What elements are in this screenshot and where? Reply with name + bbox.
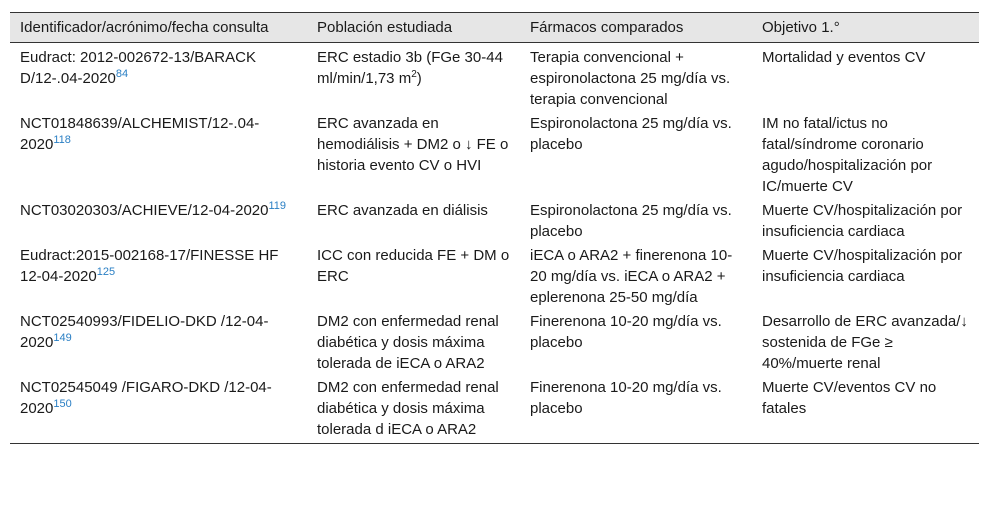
table-row bbox=[10, 245, 979, 311]
trial-identifier: NCT01848639/ALCHEMIST/12-.04-2020 bbox=[20, 115, 260, 153]
reference-link[interactable]: 125 bbox=[96, 266, 116, 278]
cell-objective: Muerte CV/hospitalización por insuficiencia cardiaca bbox=[762, 247, 963, 285]
header-drugs: Fármacos comparados bbox=[530, 19, 684, 36]
reference-link[interactable]: 84 bbox=[115, 68, 129, 80]
trial-identifier: Eudract: 2012-002672-13/BARACK D/12-.04-2020 bbox=[20, 49, 256, 87]
cell-population: DM2 con enfermedad renal diabética y dosis máxima tolerada d iECA o ARA2 bbox=[317, 379, 499, 438]
cell-population: ERC avanzada en diálisis bbox=[317, 202, 488, 219]
table-row bbox=[10, 377, 979, 444]
reference-link[interactable]: 149 bbox=[53, 332, 72, 344]
reference-link[interactable]: 150 bbox=[53, 398, 72, 410]
reference-link[interactable]: 119 bbox=[268, 200, 287, 212]
cell-population bbox=[307, 43, 520, 114]
cell-identifier bbox=[10, 377, 307, 444]
cell-drugs: iECA o ARA2 + finerenona 10-20 mg/día vs. iECA o ARA2 + eplerenona 25-50 mg/día bbox=[530, 247, 733, 306]
trial-identifier: NCT02545049 /FIGARO-DKD /12-04-2020 bbox=[20, 379, 272, 417]
cell-drugs: Terapia convencional + espironolactona 25 mg/día vs. terapia convencional bbox=[530, 49, 731, 108]
cell-identifier bbox=[10, 43, 307, 114]
trial-identifier: Eudract:2015-002168-17/FINESSE HF 12-04-2020 bbox=[20, 247, 279, 285]
cell-population: ICC con reducida FE + DM o ERC bbox=[317, 247, 510, 285]
population-tail: ) bbox=[416, 70, 422, 87]
superscript: 2 bbox=[411, 69, 417, 80]
cell-identifier bbox=[10, 200, 307, 245]
cell-objective: Mortalidad y eventos CV bbox=[762, 49, 926, 66]
table-header-row bbox=[10, 13, 979, 43]
cell-identifier bbox=[10, 245, 307, 311]
cell-identifier bbox=[10, 311, 307, 377]
cell-objective: Muerte CV/hospitalización por insuficiencia cardiaca bbox=[762, 202, 963, 240]
table-row bbox=[10, 113, 979, 200]
cell-drugs: Finerenona 10-20 mg/día vs. placebo bbox=[530, 313, 722, 351]
clinical-trials-table-wrapper bbox=[10, 12, 979, 444]
table-row bbox=[10, 311, 979, 377]
population-text: ERC estadio 3b (FGe 30-44 ml/min/1,73 m bbox=[317, 49, 503, 87]
cell-objective: Desarrollo de ERC avanzada/↓ sostenida de FGe ≥ 40%/muerte renal bbox=[762, 313, 968, 372]
header-population: Población estudiada bbox=[317, 19, 453, 36]
cell-objective: Muerte CV/eventos CV no fatales bbox=[762, 379, 937, 417]
table-row bbox=[10, 43, 979, 114]
cell-identifier bbox=[10, 113, 307, 200]
table-row bbox=[10, 200, 979, 245]
clinical-trials-table bbox=[10, 12, 979, 444]
cell-objective: IM no fatal/ictus no fatal/síndrome coronario agudo/hospitalización por IC/muerte CV bbox=[762, 115, 933, 195]
cell-population: ERC avanzada en hemodiálisis + DM2 o ↓ FE o historia evento CV o HVI bbox=[317, 115, 509, 174]
reference-link[interactable]: 118 bbox=[53, 134, 71, 146]
header-identifier: Identificador/acrónimo/fecha consulta bbox=[20, 19, 269, 36]
trial-identifier: NCT02540993/FIDELIO-DKD /12-04-2020 bbox=[20, 313, 269, 351]
cell-drugs: Espironolactona 25 mg/día vs. placebo bbox=[530, 202, 732, 240]
cell-drugs: Espironolactona 25 mg/día vs. placebo bbox=[530, 115, 732, 153]
cell-drugs: Finerenona 10-20 mg/día vs. placebo bbox=[530, 379, 722, 417]
header-objective: Objetivo 1.° bbox=[762, 19, 840, 36]
cell-population: DM2 con enfermedad renal diabética y dosis máxima tolerada de iECA o ARA2 bbox=[317, 313, 499, 372]
trial-identifier: NCT03020303/ACHIEVE/12-04-2020 bbox=[20, 202, 269, 219]
